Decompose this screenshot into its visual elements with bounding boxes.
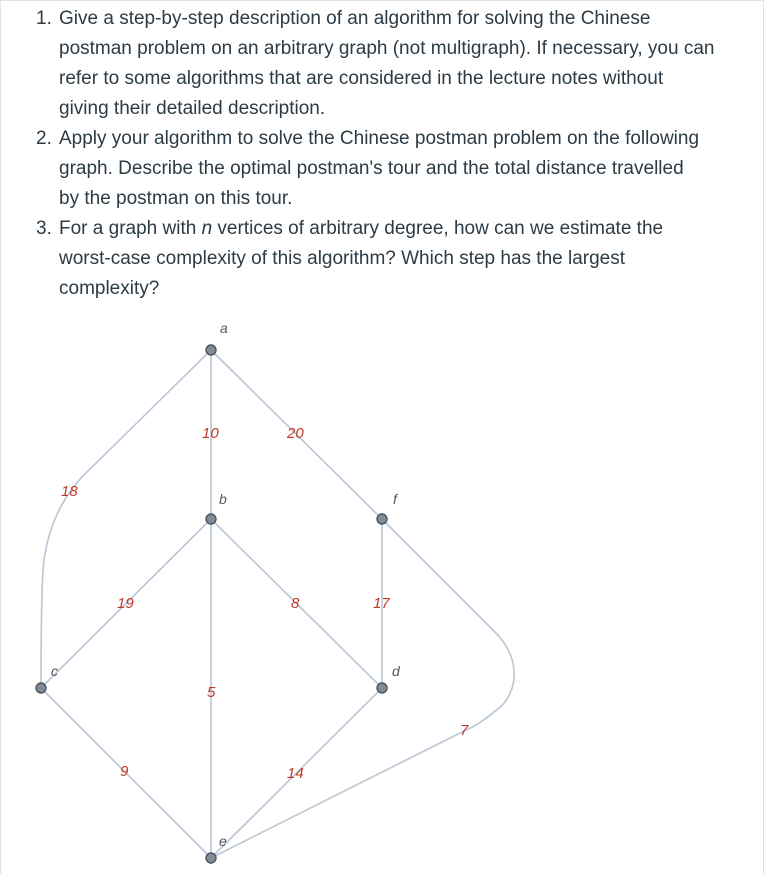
- question-3-line-post: vertices of arbitrary degree, how can we estimate the: [212, 218, 664, 239]
- question-1-line: refer to some algorithms that are considered in the lecture notes without: [59, 68, 664, 89]
- vertex-d: [377, 683, 387, 693]
- vertex-f: [377, 514, 387, 524]
- weight-label-b-d: 8: [291, 595, 300, 612]
- question-3-line-pre: For a graph with: [59, 218, 202, 239]
- vertex-label-d: d: [392, 663, 400, 679]
- question-3-line: complexity?: [59, 278, 160, 299]
- vertex-b: [206, 514, 216, 524]
- question-2-line: Apply your algorithm to solve the Chinese postman problem on the following: [59, 128, 700, 149]
- question-2-line: by the postman on this tour.: [59, 188, 293, 209]
- weight-label-a-b: 10: [202, 425, 219, 442]
- vertex-label-f: f: [393, 491, 397, 507]
- question-2-line: graph. Describe the optimal postman's tour and the total distance travelled: [59, 158, 684, 179]
- vertex-label-a: a: [220, 320, 228, 336]
- question-1-number: 1.: [36, 8, 52, 29]
- weight-label-a-f: 20: [287, 425, 304, 442]
- question-2-number: 2.: [36, 128, 52, 149]
- vertex-label-e: e: [219, 833, 227, 849]
- weight-label-d-e: 14: [287, 765, 304, 782]
- vertex-c: [36, 683, 46, 693]
- edge-f-e: [211, 519, 514, 858]
- question-3-number: 3.: [36, 218, 52, 239]
- weight-label-f-d: 17: [373, 595, 390, 612]
- edges-layer: [41, 350, 514, 858]
- weights-layer: [61, 425, 469, 782]
- weight-label-b-c: 19: [117, 595, 134, 612]
- question-1-line: postman problem on an arbitrary graph (not multigraph). If necessary, you can: [59, 38, 715, 59]
- question-1-line: Give a step-by-step description of an algorithm for solving the Chinese: [59, 8, 651, 29]
- vertex-label-c: c: [51, 663, 58, 679]
- vertex-e: [206, 853, 216, 863]
- weight-label-a-c: 18: [61, 483, 78, 500]
- vertex-label-b: b: [219, 491, 227, 507]
- question-1-line: giving their detailed description.: [59, 98, 326, 119]
- question-3-variable-n: n: [201, 218, 213, 239]
- edge-a-c: [41, 350, 211, 688]
- weight-label-f-e: 7: [460, 722, 469, 739]
- weight-label-c-e: 9: [120, 763, 129, 780]
- weight-label-b-e: 5: [207, 684, 216, 701]
- vertex-a: [206, 345, 216, 355]
- question-3-line: worst-case complexity of this algorithm? Which step has the largest: [59, 248, 626, 269]
- vertex-labels-layer: [51, 320, 401, 849]
